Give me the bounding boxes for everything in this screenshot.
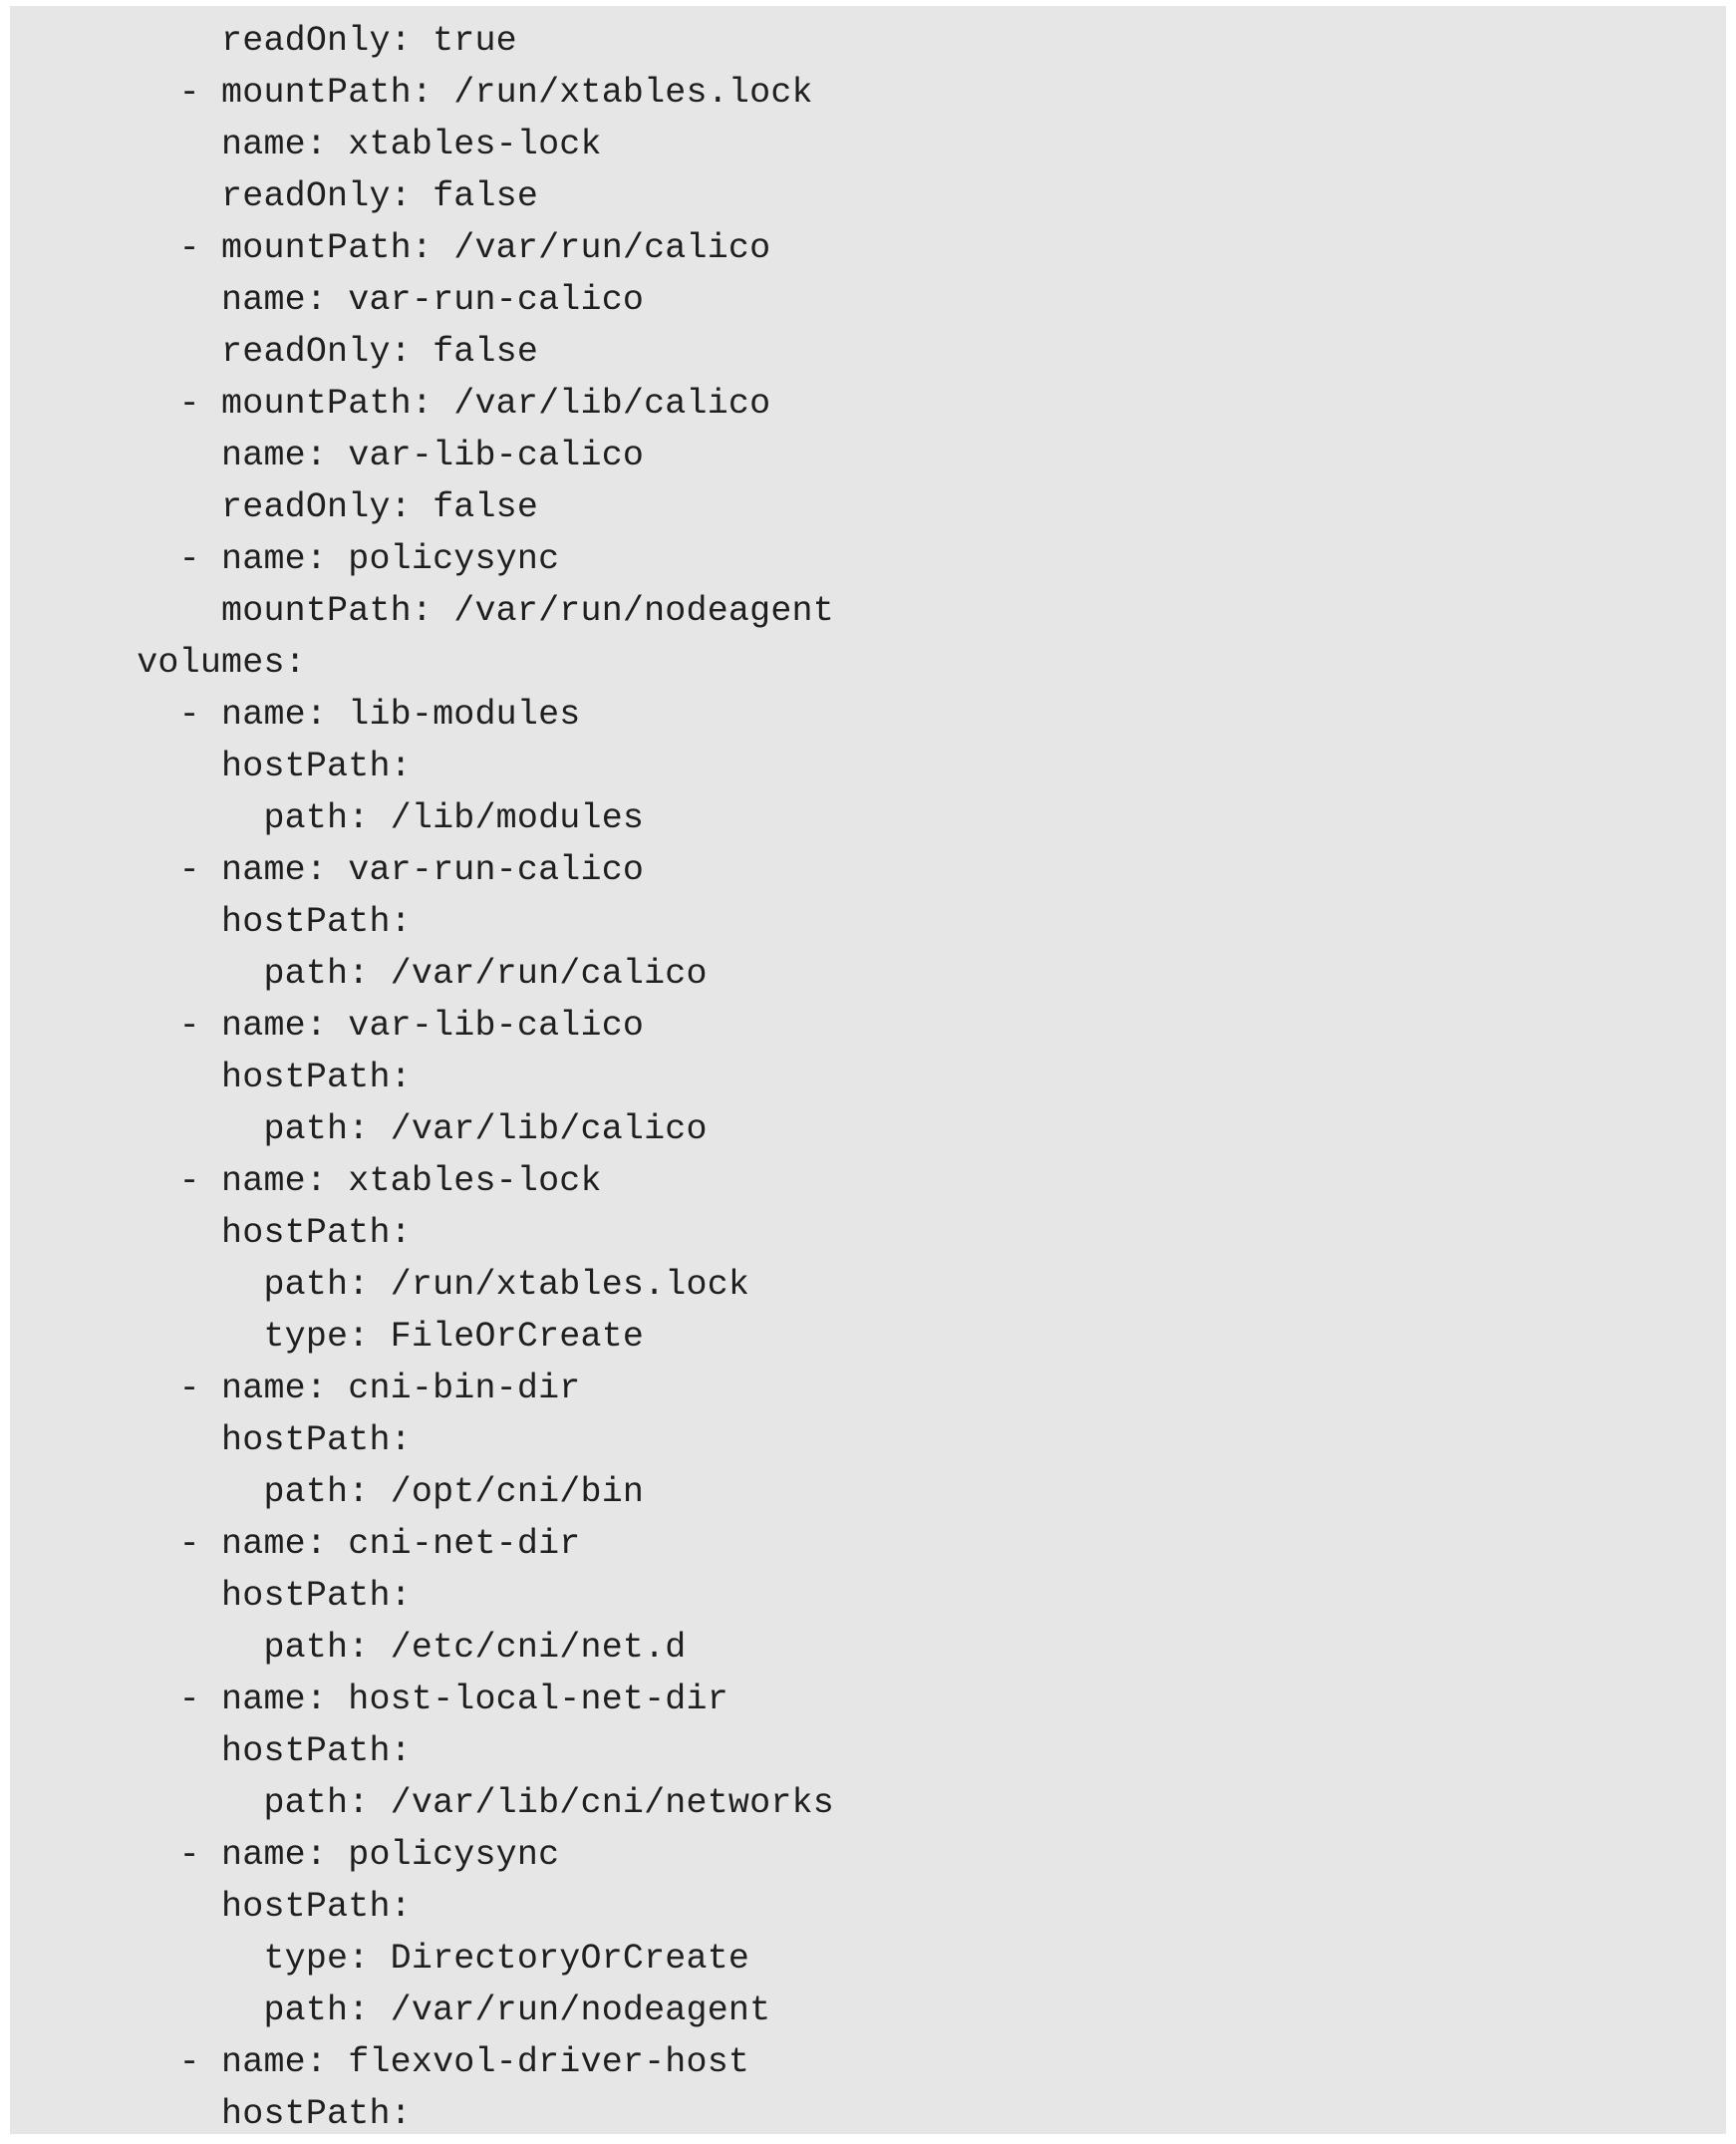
code-line: hostPath: <box>10 2094 412 2134</box>
code-line: readOnly: false <box>10 487 539 527</box>
code-line: readOnly: true <box>10 21 517 61</box>
code-line: volumes: <box>10 643 306 683</box>
code-line: - name: policysync <box>10 1835 560 1875</box>
code-line: hostPath: <box>10 1576 412 1616</box>
code-line: - mountPath: /run/xtables.lock <box>10 73 813 113</box>
code-line: hostPath: <box>10 1731 412 1771</box>
code-line: hostPath: <box>10 1213 412 1253</box>
code-line: path: /etc/cni/net.d <box>10 1628 687 1668</box>
code-line: readOnly: false <box>10 176 539 216</box>
code-line: - mountPath: /var/run/calico <box>10 228 771 268</box>
code-line: hostPath: <box>10 902 412 942</box>
code-line: hostPath: <box>10 1887 412 1927</box>
code-line: path: /lib/modules <box>10 798 645 838</box>
code-line: path: /var/run/nodeagent <box>10 1991 771 2030</box>
code-line: - name: cni-bin-dir <box>10 1369 581 1408</box>
code-line: name: var-lib-calico <box>10 436 645 475</box>
code-line: name: var-run-calico <box>10 280 645 320</box>
code-line: - name: var-run-calico <box>10 850 645 890</box>
code-line: type: DirectoryOrCreate <box>10 1939 750 1979</box>
code-line: - name: host-local-net-dir <box>10 1680 728 1719</box>
code-listing <box>10 6 1726 2134</box>
code-line: hostPath: <box>10 747 412 786</box>
code-line: path: /var/lib/cni/networks <box>10 1783 834 1823</box>
code-line: path: /var/lib/calico <box>10 1109 708 1149</box>
code-line: - name: flexvol-driver-host <box>10 2042 750 2082</box>
code-lines <box>10 15 834 2134</box>
code-line: type: FileOrCreate <box>10 1317 645 1357</box>
code-line: hostPath: <box>10 1058 412 1097</box>
code-line: - name: xtables-lock <box>10 1161 602 1201</box>
code-line: - name: var-lib-calico <box>10 1006 645 1046</box>
code-line: readOnly: false <box>10 332 539 372</box>
code-line: - name: cni-net-dir <box>10 1524 581 1564</box>
code-line: - mountPath: /var/lib/calico <box>10 384 771 424</box>
code-line: path: /opt/cni/bin <box>10 1472 645 1512</box>
code-line: - name: policysync <box>10 539 560 579</box>
code-line: name: xtables-lock <box>10 125 602 164</box>
code-line: mountPath: /var/run/nodeagent <box>10 591 834 631</box>
code-line: path: /run/xtables.lock <box>10 1265 750 1305</box>
code-line: path: /var/run/calico <box>10 954 708 994</box>
code-line: hostPath: <box>10 1420 412 1460</box>
code-line: - name: lib-modules <box>10 695 581 735</box>
